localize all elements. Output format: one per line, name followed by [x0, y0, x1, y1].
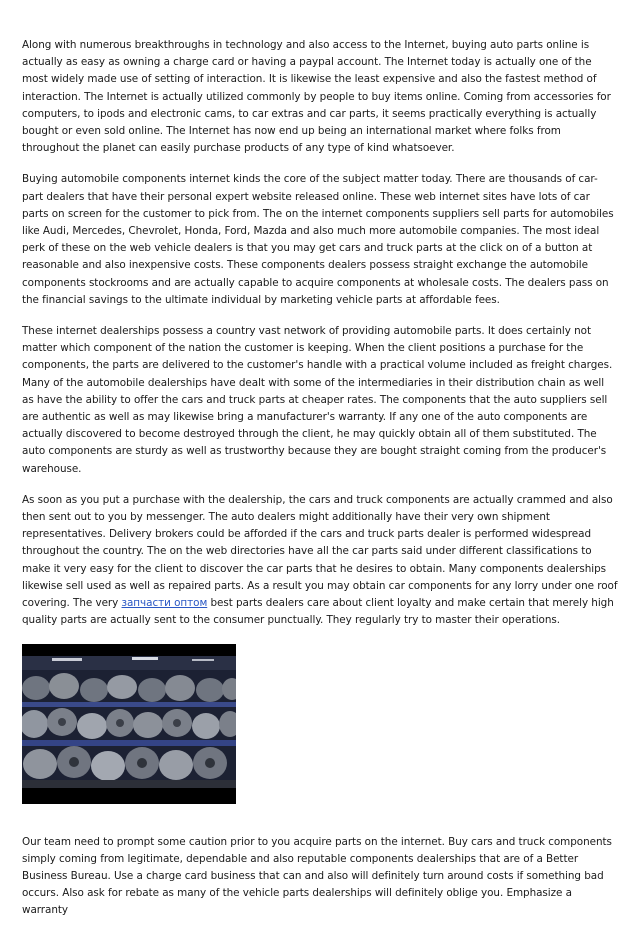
photo-content: [22, 656, 236, 788]
paragraph-4: [22, 492, 618, 630]
paragraph-1: Along with numerous breakthroughs in technology and also access to the Internet, buying auto parts online is actually as easy as owning a charge card or having a paypal account. The Internet today is actually one of the most widely made use of setting of interaction. It is likewise the least expensive and also the fastest method of interaction. The Internet is actually utilized commonly by people to buy items online. Coming from accessories for computers, to ipods and electronic cams, to car extras and car parts, it seems practically everything is actually bought or even sold online. The Internet has now end up being an international market where folks from throughout the planet can easily purchase products of any type of kind whatsoever.: [22, 39, 611, 155]
paragraph-4-text-start: As soon as you put a purchase with the dealership, the cars and truck components are actually crammed and also then sent out to you by messenger. The auto dealers might additionally have their very own shipment representatives. Delivery brokers could be afforded if the cars and truck parts dealer is performed widespread throughout the country. The on the web directories have all the car parts said under different classifications to make it very easy for the client to discover the car parts that he desires to obtain. Many components dealerships likewise sell used as well as repaired parts. As a result you may obtain car components for any lorry under one roof covering. The very: [22, 493, 618, 610]
spare-parts-wholesale-link[interactable]: запчасти оптом: [121, 597, 208, 610]
paragraph-2: Buying automobile components internet kinds the core of the subject matter today. There are thousands of car-part dealers that have their personal expert website released online. These web internet sites have lots of car parts on screen for the customer to pick from. The on the internet components suppliers sell parts for automobiles like Audi, Mercedes, Chevrolet, Honda, Ford, Mazda and also much more automobile companies. The most ideal perk of these on the web vehicle dealers is that you may get cars and truck parts at the click on of a button at reasonable and also inexpensive costs. These components dealers possess straight exchange the automobile components stockrooms and are actually capable to acquire components at wholesale costs. The dealers pass on the financial savings to the ultimate individual by marketing vehicle parts at affordable fees.: [22, 173, 614, 306]
warehouse-engines-photo: [22, 644, 236, 804]
paragraph-4-text-end: best parts dealers care about client loyalty and make certain that merely high quality parts are actually sent to the consumer punctually. They regularly try to master their operations.: [22, 597, 614, 627]
paragraph-5: Our team need to prompt some caution prior to you acquire parts on the internet. Buy cars and truck components simply coming from legitimate, dependable and also reputable components dealerships that are of a Better Business Bureau. Use a charge card business that can and also will definitely turn around costs if something bad occurs. Also ask for rebate as many of the vehicle parts dealerships will definitely oblige you. Emphasize a warranty: [22, 835, 612, 917]
paragraph-3: These internet dealerships possess a country vast network of providing automobile parts. It does certainly not matter which component of the nation the customer is keeping. When the client positions a purchase for the components, the parts are delivered to the customer's handle with a practical volume included as freight charges. Many of the automobile dealerships have dealt with some of the intermediaries in their distribution chain as well as have the ability to offer the cars and truck parts at cheaper rates. The components that the auto suppliers sell are authentic as well as may likewise bring a manufacturer's warranty. If any one of the auto components are actually discovered to become destroyed through the client, he may quickly obtain all of them substituted. The auto components are sturdy as well as trustworthy because they are bought straight coming from the producer's warehouse.: [22, 325, 613, 475]
photo-illustration: [22, 644, 236, 804]
article-body: [22, 37, 618, 934]
